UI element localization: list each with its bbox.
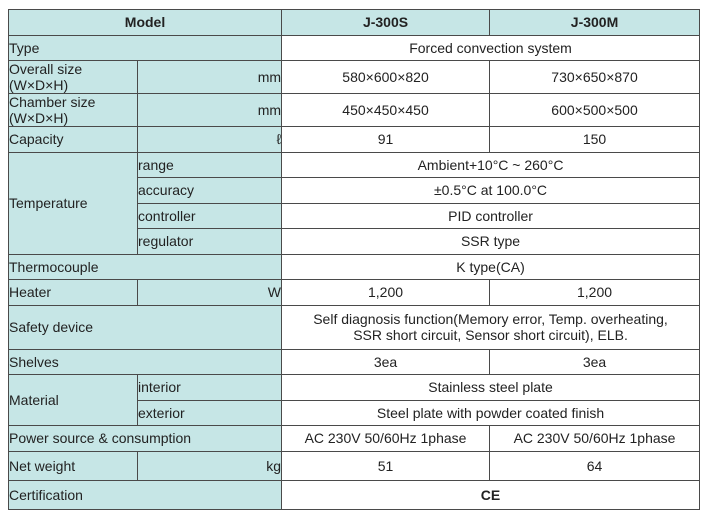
label-material-exterior: exterior [138, 400, 282, 426]
safety-line-2: SSR short circuit, Sensor short circuit), ELB. [353, 327, 628, 343]
label-capacity: Capacity [9, 127, 138, 153]
unit-overall-size: mm [138, 61, 282, 94]
value-material-interior: Stainless steel plate [282, 375, 700, 401]
header-col2: J-300M [490, 10, 700, 36]
label-chamber-size: Chamber size (W×D×H) [9, 94, 138, 127]
row-net-weight [9, 451, 700, 480]
unit-chamber-size: mm [138, 94, 282, 127]
value-certification: CE [282, 480, 700, 509]
label-power: Power source & consumption [9, 426, 282, 452]
value-thermocouple: K type(CA) [282, 254, 700, 280]
value-heater-2: 1,200 [490, 280, 700, 306]
value-type: Forced convection system [282, 35, 700, 61]
label-temp-regulator: regulator [138, 229, 282, 255]
value-temp-range: Ambient+10°C ~ 260°C [282, 152, 700, 178]
value-temp-accuracy: ±0.5°C at 100.0°C [282, 178, 700, 204]
row-heater [9, 280, 700, 306]
row-power [9, 426, 700, 452]
unit-heater: W [138, 280, 282, 306]
value-overall-size-1: 580×600×820 [282, 61, 490, 94]
value-capacity-2: 150 [490, 127, 700, 153]
row-capacity [9, 127, 700, 153]
label-temp-controller: controller [138, 203, 282, 229]
value-net-weight-2: 64 [490, 451, 700, 480]
label-shelves: Shelves [9, 349, 282, 375]
unit-net-weight: kg [138, 451, 282, 480]
value-power-1: AC 230V 50/60Hz 1phase [282, 426, 490, 452]
value-temp-regulator: SSR type [282, 229, 700, 255]
value-heater-1: 1,200 [282, 280, 490, 306]
value-chamber-size-2: 600×500×500 [490, 94, 700, 127]
label-safety-device: Safety device [9, 305, 282, 349]
label-overall-size: Overall size (W×D×H) [9, 61, 138, 94]
label-heater: Heater [9, 280, 138, 306]
header-model: Model [9, 10, 282, 36]
row-certification [9, 480, 700, 509]
value-overall-size-2: 730×650×870 [490, 61, 700, 94]
label-net-weight: Net weight [9, 451, 138, 480]
value-safety-device [282, 305, 700, 349]
label-thermocouple: Thermocouple [9, 254, 282, 280]
header-row [9, 10, 700, 36]
row-temperature-range [9, 152, 700, 178]
row-safety-device [9, 305, 700, 349]
row-shelves [9, 349, 700, 375]
value-chamber-size-1: 450×450×450 [282, 94, 490, 127]
row-overall-size [9, 61, 700, 94]
row-thermocouple [9, 254, 700, 280]
label-material: Material [9, 375, 138, 426]
value-power-2: AC 230V 50/60Hz 1phase [490, 426, 700, 452]
value-shelves-1: 3ea [282, 349, 490, 375]
label-certification: Certification [9, 480, 282, 509]
row-chamber-size [9, 94, 700, 127]
label-temp-range: range [138, 152, 282, 178]
label-type: Type [9, 35, 282, 61]
value-shelves-2: 3ea [490, 349, 700, 375]
spec-table [8, 9, 700, 510]
label-material-interior: interior [138, 375, 282, 401]
value-capacity-1: 91 [282, 127, 490, 153]
row-type [9, 35, 700, 61]
unit-capacity: ℓ [138, 127, 282, 153]
value-net-weight-1: 51 [282, 451, 490, 480]
header-col1: J-300S [282, 10, 490, 36]
label-temp-accuracy: accuracy [138, 178, 282, 204]
label-temperature: Temperature [9, 152, 138, 254]
safety-line-1: Self diagnosis function(Memory error, Temp. overheating, [313, 311, 668, 327]
value-material-exterior: Steel plate with powder coated finish [282, 400, 700, 426]
row-material-interior [9, 375, 700, 401]
value-temp-controller: PID controller [282, 203, 700, 229]
